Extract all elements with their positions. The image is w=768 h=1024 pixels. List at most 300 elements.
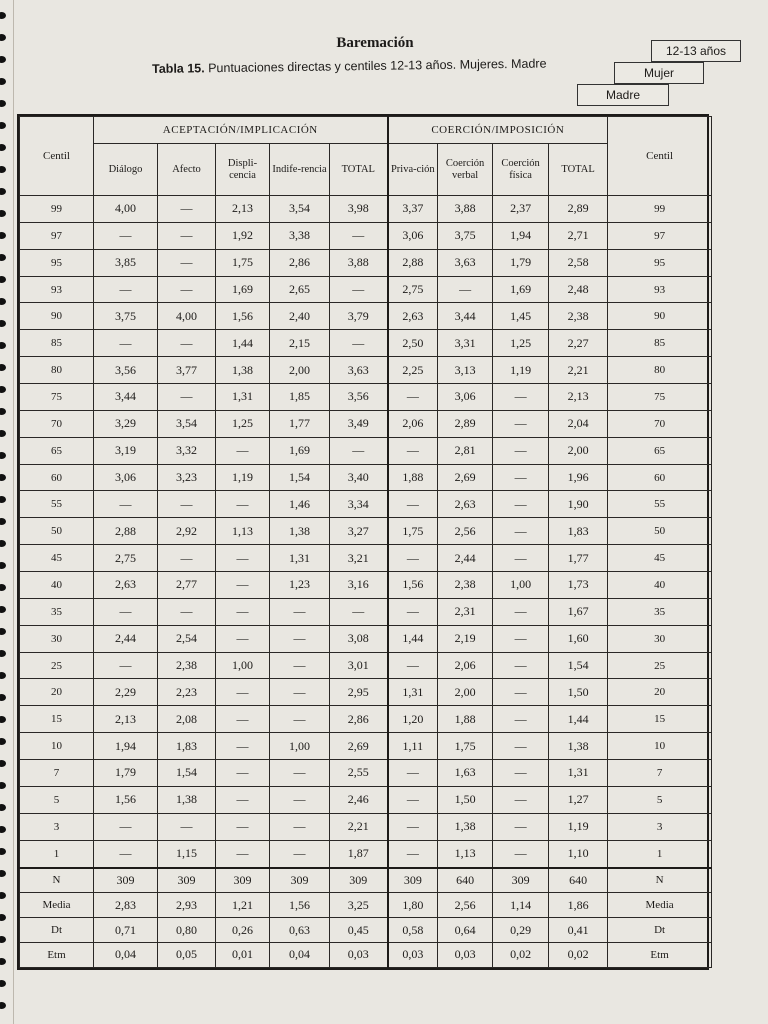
value-cell: 2,55 [330, 760, 388, 787]
value-cell: 2,04 [549, 410, 608, 437]
value-cell: — [493, 437, 549, 464]
value-cell: 2,54 [158, 625, 216, 652]
value-cell: 309 [388, 868, 438, 893]
value-cell: 3,16 [330, 572, 388, 599]
value-cell: 0,04 [270, 942, 330, 967]
stats-row [20, 918, 712, 943]
subheader-cell: Coerción física [493, 144, 549, 196]
value-cell: — [216, 760, 270, 787]
spiral-hole [0, 870, 6, 877]
value-cell: — [270, 760, 330, 787]
spiral-hole [0, 650, 6, 657]
value-cell: 2,50 [388, 330, 438, 357]
header-centil-right: Centil [608, 117, 712, 196]
value-cell: — [493, 679, 549, 706]
spiral-hole [0, 386, 6, 393]
table-row [20, 813, 712, 840]
value-cell: 0,03 [330, 942, 388, 967]
value-cell: — [330, 437, 388, 464]
row-label-cell: Etm [608, 942, 712, 967]
value-cell: — [493, 786, 549, 813]
table-row [20, 410, 712, 437]
value-cell: — [216, 813, 270, 840]
value-cell: — [330, 598, 388, 625]
table-row [20, 303, 712, 330]
row-label-cell: 45 [20, 545, 94, 572]
value-cell: 2,48 [549, 276, 608, 303]
row-label-cell: 40 [608, 572, 712, 599]
spiral-hole [0, 408, 6, 415]
value-cell: 1,56 [94, 786, 158, 813]
value-cell: 1,83 [158, 733, 216, 760]
table-caption [152, 56, 547, 76]
stats-row [20, 868, 712, 893]
row-label-cell: 25 [608, 652, 712, 679]
table-row [20, 330, 712, 357]
value-cell: — [216, 625, 270, 652]
value-cell: 1,54 [270, 464, 330, 491]
value-cell: 2,89 [549, 196, 608, 223]
value-cell: 1,92 [216, 222, 270, 249]
value-cell: 2,63 [388, 303, 438, 330]
value-cell: 2,95 [330, 679, 388, 706]
value-cell: 3,56 [330, 384, 388, 411]
value-cell: 1,10 [549, 840, 608, 867]
row-label-cell: 20 [608, 679, 712, 706]
value-cell: — [493, 491, 549, 518]
value-cell: 1,13 [438, 840, 493, 867]
spiral-hole [0, 210, 6, 217]
spiral-hole [0, 782, 6, 789]
value-cell: 640 [438, 868, 493, 893]
value-cell: — [216, 572, 270, 599]
row-label-cell: 95 [20, 249, 94, 276]
table-row [20, 222, 712, 249]
value-cell: 1,27 [549, 786, 608, 813]
spiral-hole [0, 320, 6, 327]
value-cell: 3,37 [388, 196, 438, 223]
value-cell: 0,04 [94, 942, 158, 967]
table-row [20, 786, 712, 813]
value-cell: 3,38 [270, 222, 330, 249]
value-cell: — [94, 330, 158, 357]
value-cell: 1,54 [549, 652, 608, 679]
row-label-cell: 1 [20, 840, 94, 867]
row-label-cell: 15 [608, 706, 712, 733]
scores-table [19, 116, 712, 968]
row-label-cell: 50 [20, 518, 94, 545]
value-cell: — [388, 840, 438, 867]
value-cell: — [388, 760, 438, 787]
value-cell: 3,08 [330, 625, 388, 652]
value-cell: 2,21 [549, 357, 608, 384]
age-label-box: 12-13 años [651, 40, 741, 62]
value-cell: 2,38 [158, 652, 216, 679]
row-label-cell: 3 [20, 813, 94, 840]
spiral-hole [0, 914, 6, 921]
table-row [20, 733, 712, 760]
row-label-cell: 60 [20, 464, 94, 491]
spiral-hole [0, 364, 6, 371]
value-cell: 309 [94, 868, 158, 893]
table-row [20, 706, 712, 733]
value-cell: 309 [270, 868, 330, 893]
value-cell: 1,77 [270, 410, 330, 437]
row-label-cell: 55 [20, 491, 94, 518]
value-cell: 1,54 [158, 760, 216, 787]
value-cell: 0,05 [158, 942, 216, 967]
stats-row [20, 893, 712, 918]
spiral-hole [0, 540, 6, 547]
value-cell: — [158, 491, 216, 518]
value-cell: 0,29 [493, 918, 549, 943]
value-cell: 1,67 [549, 598, 608, 625]
table-row [20, 652, 712, 679]
row-label-cell: 75 [20, 384, 94, 411]
value-cell: — [330, 222, 388, 249]
table-row [20, 679, 712, 706]
value-cell: — [493, 598, 549, 625]
row-label-cell: 65 [20, 437, 94, 464]
value-cell: — [158, 276, 216, 303]
value-cell: 3,13 [438, 357, 493, 384]
value-cell: 2,83 [94, 893, 158, 918]
value-cell: 2,65 [270, 276, 330, 303]
value-cell: — [493, 518, 549, 545]
value-cell: 2,88 [388, 249, 438, 276]
spiral-hole [0, 892, 6, 899]
row-label-cell: 30 [20, 625, 94, 652]
spiral-hole [0, 144, 6, 151]
row-label-cell: 50 [608, 518, 712, 545]
value-cell: 3,01 [330, 652, 388, 679]
value-cell: 3,21 [330, 545, 388, 572]
value-cell: 1,31 [216, 384, 270, 411]
value-cell: 2,13 [216, 196, 270, 223]
value-cell: 2,89 [438, 410, 493, 437]
value-cell: 1,87 [330, 840, 388, 867]
spiral-hole [0, 738, 6, 745]
value-cell: 1,79 [94, 760, 158, 787]
value-cell: 1,19 [549, 813, 608, 840]
value-cell: 2,37 [493, 196, 549, 223]
table-caption-prefix: Tabla 15. [152, 61, 205, 76]
value-cell: 3,40 [330, 464, 388, 491]
spiral-hole [0, 122, 6, 129]
value-cell: 1,56 [388, 572, 438, 599]
table-row [20, 572, 712, 599]
value-cell: 2,00 [270, 357, 330, 384]
spiral-hole [0, 474, 6, 481]
value-cell: — [216, 545, 270, 572]
value-cell: — [94, 840, 158, 867]
value-cell: 2,38 [549, 303, 608, 330]
value-cell: 1,83 [549, 518, 608, 545]
value-cell: 0,80 [158, 918, 216, 943]
spiral-hole [0, 100, 6, 107]
table-body [20, 196, 712, 968]
row-label-cell: 1 [608, 840, 712, 867]
value-cell: 3,29 [94, 410, 158, 437]
value-cell: 3,75 [438, 222, 493, 249]
value-cell: — [216, 491, 270, 518]
value-cell: 2,63 [94, 572, 158, 599]
value-cell: 2,92 [158, 518, 216, 545]
value-cell: — [216, 679, 270, 706]
row-label-cell: Media [608, 893, 712, 918]
value-cell: 1,73 [549, 572, 608, 599]
row-label-cell: 75 [608, 384, 712, 411]
value-cell: 1,75 [216, 249, 270, 276]
value-cell: 1,38 [438, 813, 493, 840]
table-row [20, 357, 712, 384]
value-cell: 3,44 [438, 303, 493, 330]
sex-label-box: Mujer [614, 62, 704, 84]
row-label-cell: 5 [20, 786, 94, 813]
spiral-hole [0, 56, 6, 63]
row-label-cell: 70 [608, 410, 712, 437]
row-label-cell: 60 [608, 464, 712, 491]
row-label-cell: 3 [608, 813, 712, 840]
value-cell: 2,15 [270, 330, 330, 357]
value-cell: 0,26 [216, 918, 270, 943]
value-cell: 2,86 [330, 706, 388, 733]
value-cell: — [158, 196, 216, 223]
subheader-cell: Displi-cencia [216, 144, 270, 196]
subheader-cell: Priva-ción [388, 144, 438, 196]
row-label-cell: Etm [20, 942, 94, 967]
value-cell: 0,63 [270, 918, 330, 943]
spiral-hole [0, 78, 6, 85]
spiral-hole [0, 694, 6, 701]
row-label-cell: 97 [608, 222, 712, 249]
spiral-hole [0, 298, 6, 305]
subheader-cell: TOTAL [549, 144, 608, 196]
value-cell: 2,29 [94, 679, 158, 706]
value-cell: — [216, 706, 270, 733]
row-label-cell: 90 [608, 303, 712, 330]
value-cell: 2,75 [94, 545, 158, 572]
value-cell: — [270, 679, 330, 706]
spiral-hole [0, 628, 6, 635]
value-cell: 2,23 [158, 679, 216, 706]
value-cell: 3,32 [158, 437, 216, 464]
value-cell: — [388, 652, 438, 679]
value-cell: 3,06 [94, 464, 158, 491]
value-cell: 3,31 [438, 330, 493, 357]
row-label-cell: 20 [20, 679, 94, 706]
value-cell: 2,44 [94, 625, 158, 652]
value-cell: 309 [330, 868, 388, 893]
value-cell: — [388, 491, 438, 518]
value-cell: — [216, 437, 270, 464]
page-title: Baremación [336, 35, 414, 51]
value-cell: — [158, 384, 216, 411]
value-cell: — [270, 813, 330, 840]
row-label-cell: 65 [608, 437, 712, 464]
subheader-cell: Indife-rencia [270, 144, 330, 196]
value-cell: 2,88 [94, 518, 158, 545]
spiral-hole [0, 980, 6, 987]
value-cell: — [388, 384, 438, 411]
value-cell: 1,60 [549, 625, 608, 652]
value-cell: 2,00 [549, 437, 608, 464]
spiral-hole [0, 342, 6, 349]
value-cell: 2,71 [549, 222, 608, 249]
row-label-cell: 7 [608, 760, 712, 787]
value-cell: 1,86 [549, 893, 608, 918]
value-cell: — [216, 733, 270, 760]
value-cell: — [493, 840, 549, 867]
row-label-cell: 85 [608, 330, 712, 357]
value-cell: 3,54 [270, 196, 330, 223]
row-label-cell: 30 [608, 625, 712, 652]
spiral-hole [0, 606, 6, 613]
value-cell: — [388, 545, 438, 572]
value-cell: 3,63 [438, 249, 493, 276]
table-row [20, 491, 712, 518]
value-cell: — [438, 276, 493, 303]
value-cell: 2,56 [438, 893, 493, 918]
value-cell: 1,44 [216, 330, 270, 357]
value-cell: 1,38 [270, 518, 330, 545]
value-cell: 0,41 [549, 918, 608, 943]
spiral-hole [0, 584, 6, 591]
spiral-hole [0, 1002, 6, 1009]
value-cell: 2,86 [270, 249, 330, 276]
row-label-cell: 45 [608, 545, 712, 572]
value-cell: 1,50 [438, 786, 493, 813]
row-label-cell: N [20, 868, 94, 893]
value-cell: 1,75 [388, 518, 438, 545]
value-cell: — [158, 598, 216, 625]
value-cell: 2,13 [549, 384, 608, 411]
value-cell: 309 [216, 868, 270, 893]
row-label-cell: 90 [20, 303, 94, 330]
value-cell: 1,31 [549, 760, 608, 787]
spiral-hole [0, 430, 6, 437]
value-cell: 640 [549, 868, 608, 893]
value-cell: — [94, 222, 158, 249]
value-cell: 2,13 [94, 706, 158, 733]
value-cell: — [216, 786, 270, 813]
value-cell: 2,19 [438, 625, 493, 652]
table-row [20, 840, 712, 867]
value-cell: — [270, 840, 330, 867]
row-label-cell: 40 [20, 572, 94, 599]
value-cell: 3,88 [330, 249, 388, 276]
value-cell: 2,40 [270, 303, 330, 330]
table-row [20, 196, 712, 223]
value-cell: — [493, 545, 549, 572]
parent-label-box: Madre [577, 84, 669, 106]
value-cell: 4,00 [94, 196, 158, 223]
value-cell: 1,15 [158, 840, 216, 867]
value-cell: 0,58 [388, 918, 438, 943]
value-cell: 3,77 [158, 357, 216, 384]
value-cell: — [94, 813, 158, 840]
value-cell: 3,44 [94, 384, 158, 411]
value-cell: — [388, 786, 438, 813]
value-cell: 1,31 [270, 545, 330, 572]
row-label-cell: 35 [608, 598, 712, 625]
value-cell: 1,56 [216, 303, 270, 330]
value-cell: — [158, 813, 216, 840]
table-row [20, 760, 712, 787]
spiral-hole [0, 188, 6, 195]
value-cell: 1,96 [549, 464, 608, 491]
scores-table-container [17, 114, 709, 970]
spiral-hole [0, 562, 6, 569]
value-cell: 1,75 [438, 733, 493, 760]
value-cell: 3,79 [330, 303, 388, 330]
value-cell: 1,13 [216, 518, 270, 545]
value-cell: 1,21 [216, 893, 270, 918]
value-cell: — [388, 813, 438, 840]
spiral-hole [0, 276, 6, 283]
value-cell: 1,85 [270, 384, 330, 411]
value-cell: 0,01 [216, 942, 270, 967]
spiral-binding [0, 0, 14, 1024]
value-cell: 1,44 [388, 625, 438, 652]
value-cell: — [270, 598, 330, 625]
table-row [20, 276, 712, 303]
spiral-hole [0, 518, 6, 525]
spiral-hole [0, 12, 6, 19]
value-cell: — [94, 652, 158, 679]
value-cell: 2,46 [330, 786, 388, 813]
row-label-cell: Dt [608, 918, 712, 943]
value-cell: — [388, 598, 438, 625]
row-label-cell: 25 [20, 652, 94, 679]
row-label-cell: 70 [20, 410, 94, 437]
value-cell: 2,44 [438, 545, 493, 572]
value-cell: 1,88 [388, 464, 438, 491]
subheader-cell: Diálogo [94, 144, 158, 196]
value-cell: 3,06 [388, 222, 438, 249]
spiral-hole [0, 496, 6, 503]
table-caption-text: Puntuaciones directas y centiles 12-13 años. Mujeres. Madre [208, 56, 547, 76]
value-cell: 1,69 [493, 276, 549, 303]
value-cell: — [158, 222, 216, 249]
value-cell: 3,54 [158, 410, 216, 437]
row-label-cell: 10 [608, 733, 712, 760]
value-cell: 2,25 [388, 357, 438, 384]
spiral-hole [0, 254, 6, 261]
value-cell: 4,00 [158, 303, 216, 330]
value-cell: 2,93 [158, 893, 216, 918]
spiral-hole [0, 716, 6, 723]
subheader-cell: TOTAL [330, 144, 388, 196]
value-cell: 3,06 [438, 384, 493, 411]
value-cell: 3,56 [94, 357, 158, 384]
value-cell: 2,38 [438, 572, 493, 599]
value-cell: — [493, 733, 549, 760]
table-row [20, 464, 712, 491]
value-cell: 1,94 [94, 733, 158, 760]
value-cell: 3,49 [330, 410, 388, 437]
row-label-cell: 35 [20, 598, 94, 625]
value-cell: — [493, 652, 549, 679]
value-cell: — [270, 706, 330, 733]
header-centil: Centil [20, 117, 94, 196]
value-cell: — [493, 464, 549, 491]
value-cell: 3,75 [94, 303, 158, 330]
row-label-cell: 5 [608, 786, 712, 813]
value-cell: — [94, 598, 158, 625]
row-label-cell: 85 [20, 330, 94, 357]
value-cell: 1,25 [493, 330, 549, 357]
